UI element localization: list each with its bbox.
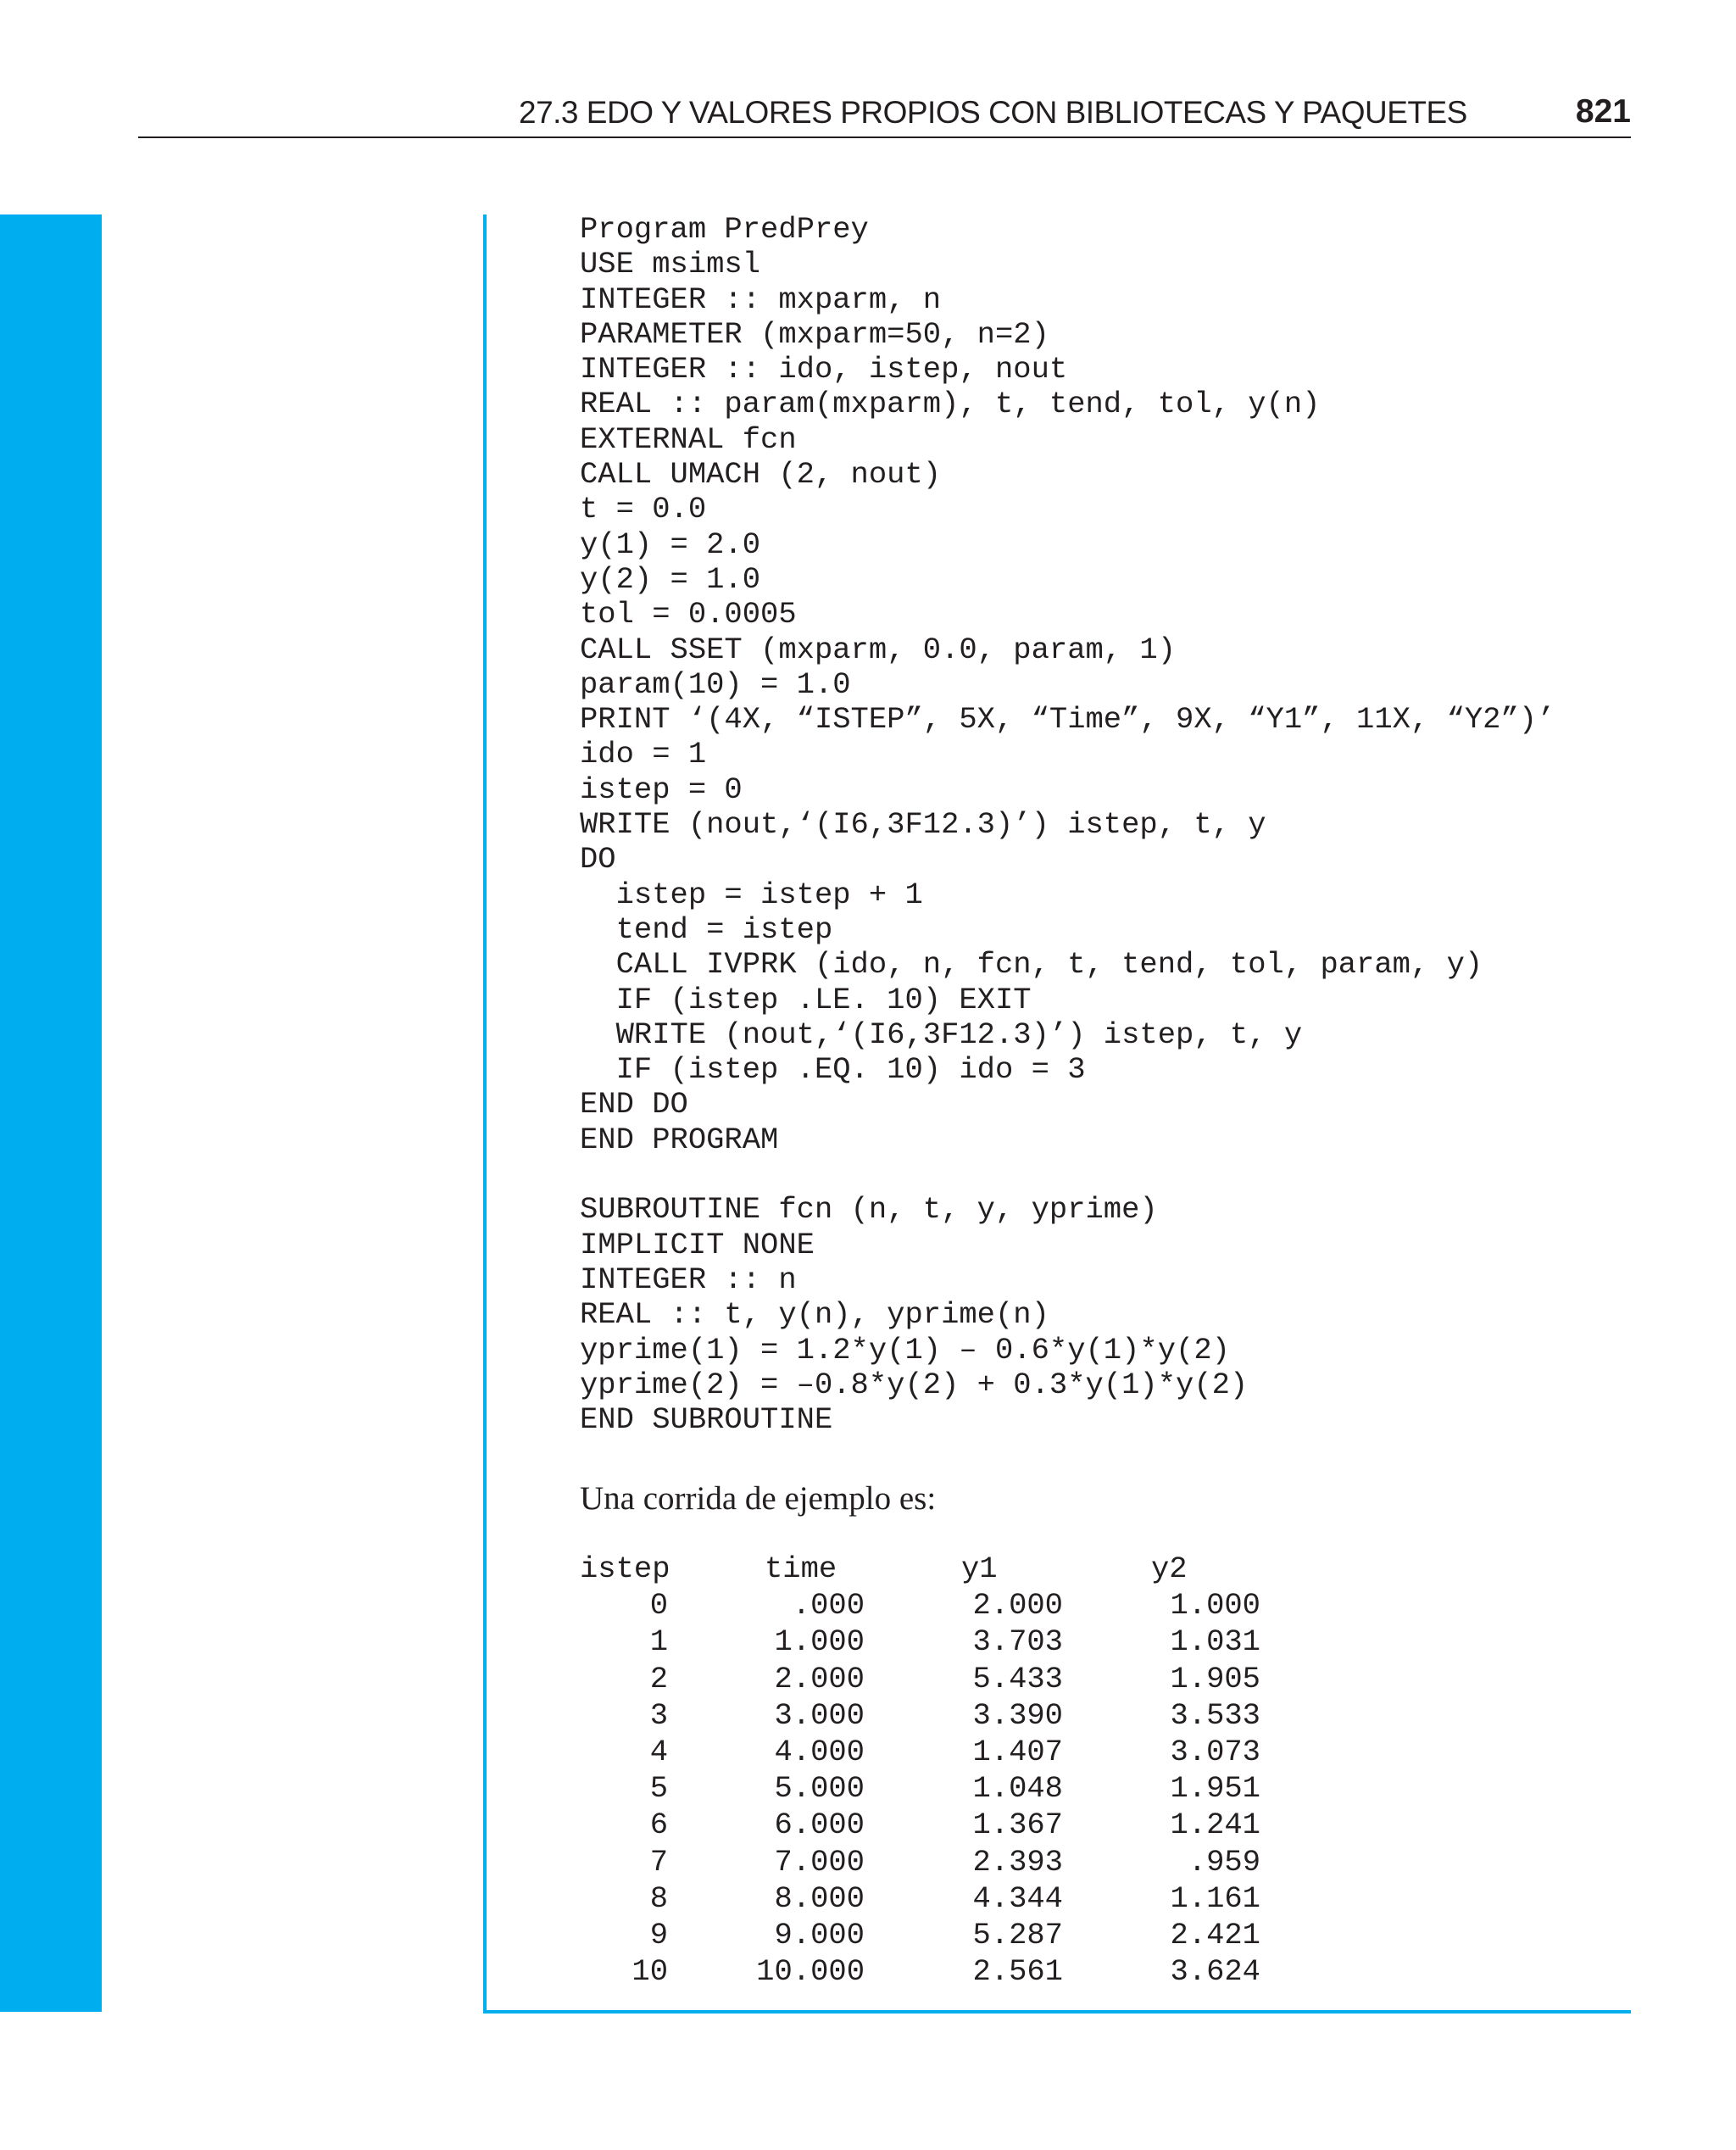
table-cell: 9 bbox=[649, 1917, 668, 1952]
sample-output-table bbox=[580, 1551, 1343, 1990]
table-cell: 1.048 bbox=[972, 1771, 1063, 1807]
table-cell: 8.000 bbox=[774, 1880, 865, 1916]
table-cell: 1.161 bbox=[1170, 1880, 1260, 1916]
code-line: istep = 0 bbox=[580, 771, 743, 807]
code-line: yprime(2) = –0.8*y(2) + 0.3*y(1)*y(2) bbox=[580, 1367, 1249, 1402]
code-line: y(2) = 1.0 bbox=[580, 561, 761, 597]
code-frame-left-rule bbox=[483, 214, 487, 2014]
code-line: IF (istep .EQ. 10) ido = 3 bbox=[580, 1052, 1086, 1088]
table-cell: 3.000 bbox=[774, 1697, 865, 1733]
table-cell: 2.000 bbox=[774, 1661, 865, 1696]
table-cell: 3 bbox=[649, 1697, 668, 1733]
table-cell: 4.344 bbox=[972, 1880, 1063, 1916]
code-line: yprime(1) = 1.2*y(1) – 0.6*y(1)*y(2) bbox=[580, 1332, 1230, 1367]
table-cell: 3.390 bbox=[972, 1697, 1063, 1733]
table-cell: 1.000 bbox=[1170, 1588, 1260, 1624]
table-row bbox=[580, 1624, 1343, 1660]
table-row bbox=[580, 1734, 1343, 1770]
side-accent-bar bbox=[0, 214, 102, 2012]
table-cell: 4.000 bbox=[774, 1734, 865, 1769]
table-cell: 10 bbox=[632, 1954, 668, 1990]
table-cell: 2 bbox=[649, 1661, 668, 1696]
code-line: EXTERNAL fcn bbox=[580, 421, 797, 457]
table-cell: 7.000 bbox=[774, 1844, 865, 1880]
code-line: INTEGER :: n bbox=[580, 1262, 797, 1297]
code-line: END SUBROUTINE bbox=[580, 1402, 833, 1438]
code-line: INTEGER :: ido, istep, nout bbox=[580, 352, 1068, 387]
code-line: WRITE (nout,‘(I6,3F12.3)’) istep, t, y bbox=[580, 807, 1266, 843]
table-row bbox=[580, 1587, 1343, 1624]
table-cell: 1.000 bbox=[774, 1624, 865, 1660]
table-cell: 6.000 bbox=[774, 1807, 865, 1843]
code-line: tend = istep bbox=[580, 911, 833, 947]
column-header: y2 bbox=[1151, 1551, 1188, 1586]
table-cell: 1.031 bbox=[1170, 1624, 1260, 1660]
table-row bbox=[580, 1697, 1343, 1734]
table-cell: 1 bbox=[649, 1624, 668, 1660]
table-cell: .000 bbox=[792, 1588, 865, 1624]
code-line: INTEGER :: mxparm, n bbox=[580, 281, 942, 317]
table-cell: 5.433 bbox=[972, 1661, 1063, 1696]
table-cell: 2.393 bbox=[972, 1844, 1063, 1880]
table-cell: 2.000 bbox=[972, 1588, 1063, 1624]
code-line: SUBROUTINE fcn (n, t, y, yprime) bbox=[580, 1192, 1158, 1228]
code-line: PRINT ‘(4X, “ISTEP”, 5X, “Time”, 9X, “Y1”, 11X, “Y2”)’ bbox=[580, 702, 1555, 738]
code-line: t = 0.0 bbox=[580, 492, 707, 527]
table-row bbox=[580, 1770, 1343, 1807]
table-cell: 3.533 bbox=[1170, 1697, 1260, 1733]
table-cell: 5 bbox=[649, 1771, 668, 1807]
table-row bbox=[580, 1661, 1343, 1697]
table-cell: 1.241 bbox=[1170, 1807, 1260, 1843]
table-header-row bbox=[580, 1551, 1343, 1587]
page-number: 821 bbox=[1575, 93, 1631, 130]
table-row bbox=[580, 1844, 1343, 1880]
code-line: REAL :: param(mxparm), t, tend, tol, y(n) bbox=[580, 387, 1321, 422]
code-line: WRITE (nout,‘(I6,3F12.3)’) istep, t, y bbox=[580, 1017, 1303, 1052]
table-cell: 5.000 bbox=[774, 1771, 865, 1807]
code-line: IF (istep .LE. 10) EXIT bbox=[580, 982, 1032, 1017]
code-line: Program PredPrey bbox=[580, 212, 869, 247]
column-header: time bbox=[765, 1551, 837, 1586]
code-line: CALL IVPRK (ido, n, fcn, t, tend, tol, param, y) bbox=[580, 947, 1483, 983]
table-cell: 2.561 bbox=[972, 1954, 1063, 1990]
code-frame-bottom-rule bbox=[483, 2010, 1631, 2014]
table-cell: 9.000 bbox=[774, 1917, 865, 1952]
table-row bbox=[580, 1880, 1343, 1917]
table-cell: .959 bbox=[1188, 1844, 1260, 1880]
table-cell: 1.367 bbox=[972, 1807, 1063, 1843]
code-listing bbox=[580, 212, 1555, 1437]
table-cell: 8 bbox=[649, 1880, 668, 1916]
code-line: END DO bbox=[580, 1087, 688, 1122]
column-header: y1 bbox=[961, 1551, 998, 1586]
code-line: y(1) = 2.0 bbox=[580, 526, 761, 562]
table-cell: 3.624 bbox=[1170, 1954, 1260, 1990]
code-line: CALL SSET (mxparm, 0.0, param, 1) bbox=[580, 632, 1177, 667]
code-line bbox=[580, 1157, 1555, 1192]
code-line: END PROGRAM bbox=[580, 1122, 779, 1157]
header-rule bbox=[138, 136, 1631, 138]
code-line: param(10) = 1.0 bbox=[580, 666, 851, 702]
code-line: DO bbox=[580, 842, 616, 877]
table-cell: 3.703 bbox=[972, 1624, 1063, 1660]
sample-run-intro: Una corrida de ejemplo es: bbox=[580, 1480, 937, 1517]
running-header-title: 27.3 EDO Y VALORES PROPIOS CON BIBLIOTECAS Y PAQUETES bbox=[519, 95, 1467, 130]
code-line: PARAMETER (mxparm=50, n=2) bbox=[580, 316, 1049, 352]
table-cell: 3.073 bbox=[1170, 1734, 1260, 1769]
code-line: CALL UMACH (2, nout) bbox=[580, 457, 942, 493]
table-cell: 10.000 bbox=[756, 1954, 865, 1990]
table-cell: 4 bbox=[649, 1734, 668, 1769]
table-cell: 7 bbox=[649, 1844, 668, 1880]
code-line: ido = 1 bbox=[580, 737, 707, 772]
code-line: USE msimsl bbox=[580, 247, 761, 282]
code-line: IMPLICIT NONE bbox=[580, 1227, 815, 1262]
table-row bbox=[580, 1953, 1343, 1990]
table-row bbox=[580, 1917, 1343, 1953]
column-header: istep bbox=[580, 1551, 670, 1586]
code-line: REAL :: t, y(n), yprime(n) bbox=[580, 1297, 1049, 1333]
code-line: istep = istep + 1 bbox=[580, 877, 923, 912]
table-row bbox=[580, 1807, 1343, 1843]
table-cell: 6 bbox=[649, 1807, 668, 1843]
table-cell: 2.421 bbox=[1170, 1917, 1260, 1952]
code-line: tol = 0.0005 bbox=[580, 597, 797, 632]
table-cell: 1.951 bbox=[1170, 1771, 1260, 1807]
table-cell: 1.905 bbox=[1170, 1661, 1260, 1696]
table-cell: 0 bbox=[649, 1588, 668, 1624]
table-cell: 1.407 bbox=[972, 1734, 1063, 1769]
table-cell: 5.287 bbox=[972, 1917, 1063, 1952]
